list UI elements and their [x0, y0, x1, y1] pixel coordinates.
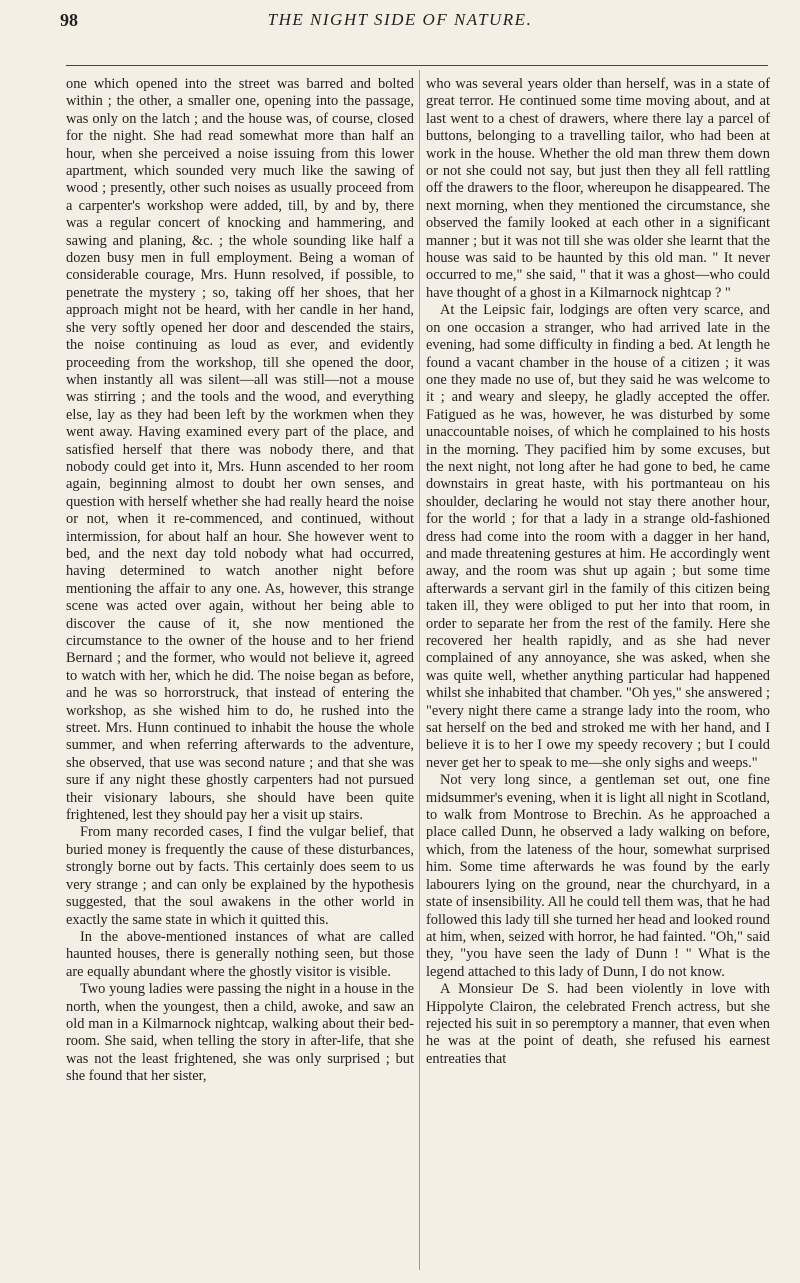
right-column: [426, 76, 770, 1068]
paragraph: Two young ladies were passing the night in a house in the north, when the youngest, then a child, awoke, and saw an old man in a Kilmarnock nightcap, walking about their bed-room. She said, when telling the story in after-life, that she was not the least frightened, she was only surprised ; but she found that her sister,: [66, 981, 414, 1085]
header-rule: [66, 65, 768, 66]
left-column: [66, 76, 414, 1086]
paragraph: From many recorded cases, I find the vulgar belief, that buried money is frequently the cause of these disturbances, strongly borne out by facts. This certainly does seem to us very strange ; and can only be explained by the hypothesis suggested, that the soul awakens in the other world in exactly the same state in which it quitted this.: [66, 824, 414, 928]
page-number: 98: [60, 10, 78, 30]
paragraph: who was several years older than herself, was in a state of great terror. He continued some time moving about, and at last went to a chest of drawers, where there lay a parcel of buttons, belonging to a travelling tailor, who had been at work in the house. Whether the old man threw them down or not she could not say, but just then they all fell rattling off the drawers to the floor, whereupon he disappeared. The next morning, when they mentioned the circumstance, she observed the family looked at each other in a significant manner ; but it was not till she was older she learnt that the house was said to be haunted by this old man. " It never occurred to me," she said, " that it was a ghost—who could have thought of a ghost in a Kilmarnock nightcap ? ": [426, 76, 770, 301]
paragraph: In the above-mentioned instances of what are called haunted houses, there is generally nothing seen, but those are equally abundant where the ghostly visitor is visible.: [66, 928, 414, 980]
paragraph: Not very long since, a gentleman set out, one fine midsummer's evening, when it is light all night in Scotland, to walk from Montrose to Brechin. As he approached a place called Dunn, he observed a lady walking on before, which, from the lateness of the hour, somewhat surprised him. Some time afterwards he was found by the early labourers lying on the ground, near the churchyard, in a state of insensibility. All he could tell them was, that he had followed this lady till she turned her head and looked round at him, when, seized with horror, he had fainted. "Oh," said they, "you have seen the lady of Dunn ! " What is the legend attached to this lady of Dunn, I do not know.: [426, 772, 770, 980]
paragraph: one which opened into the street was barred and bolted within ; the other, a smaller one, opening into the passage, was only on the latch ; and the house was, of course, closed for the night. She had read somewhat more than half an hour, when she perceived a noise issuing from this lower apartment, which sounded very much like the sawing of wood ; presently, other such noises as usually proceed from a carpenter's workshop were added, till, by and by, there was a regular concert of knocking and hammering, and sawing and planing, &c. ; the whole sounding like half a dozen busy men in full employment. Being a woman of considerable courage, Mrs. Hunn resolved, if possible, to penetrate the mystery ; so, taking off her shoes, that her approach might not be heard, with her candle in her hand, she very softly opened her door and descended the stairs, the noise continuing as loud as ever, and evidently proceeding from the workshop, till she opened the door, when instantly all was silent—all was still—not a mouse was stirring ; and the tools and the wood, and everything else, lay as they had been left by the workmen when they went away. Having examined every part of the place, and satisfied herself that there was nobody there, and that nobody could get into it, Mrs. Hunn ascended to her room again, beginning almost to doubt her own senses, and question with herself whether she had really heard the noise or not, when it re-commenced, and continued, without intermission, for about half an hour. She however went to bed, and the next day told nobody what had occurred, having determined to watch another night before mentioning the affair to any one. As, however, this strange scene was acted over again, without her being able to discover the cause of it, she now mentioned the circumstance to the owner of the house and to her friend Bernard ; and the former, who would not believe it, agreed to watch with her, which he did. The noise began as before, and he was so horrorstruck, that instead of entering the workshop, as she wished him to do, he rushed into the street. Mrs. Hunn continued to inhabit the house the whole summer, and when referring afterwards to the adventure, she observed, that use was second nature ; and that she was sure if any night these ghostly carpenters had not pursued their visionary labours, she should have been quite frightened, lest they should pay her a visit up stairs.: [66, 76, 414, 824]
paragraph: At the Leipsic fair, lodgings are often very scarce, and on one occasion a stranger, who had arrived late in the evening, had some difficulty in finding a bed. At length he found a vacant chamber in the house of a citizen ; it was one they made no use of, but they said he was welcome to it ; and weary and sleepy, he gladly accepted the offer. Fatigued as he was, however, he was disturbed by some unaccountable noises, of which he complained to his hosts in the morning. They pacified him by some excuses, but the next night, not long after he had gone to bed, he came downstairs in great haste, with his portmanteau on his shoulder, declaring he would not stay there another hour, for the world ; for that a lady in a strange old-fashioned dress had come into the room with a dagger in her hand, and made threatening gestures at him. He accordingly went away, and the room was shut up again ; but some time afterwards a servant girl in the family of this citizen being taken ill, they were obliged to put her into that room, in order to separate her from the rest of the family. Here she recovered her health rapidly, and as she had never complained of any annoyance, she was asked, when she was quite well, whether anything particular had happened whilst she inhabited that chamber. "Oh yes," she answered ; "every night there came a strange lady into the room, who sat herself on the bed and stroked me with her hand, and I believe it is to her I owe my speedy recovery ; but I could never get her to speak to me—she only sighs and weeps.": [426, 302, 770, 771]
running-head: THE NIGHT SIDE OF NATURE.: [267, 10, 533, 29]
paragraph: A Monsieur De S. had been violently in love with Hippolyte Clairon, the celebrated French actress, but she rejected his suit in so peremptory a manner, that even when he was at the point of death, she refused his earnest entreaties that: [426, 981, 770, 1067]
column-divider: [419, 70, 420, 1270]
